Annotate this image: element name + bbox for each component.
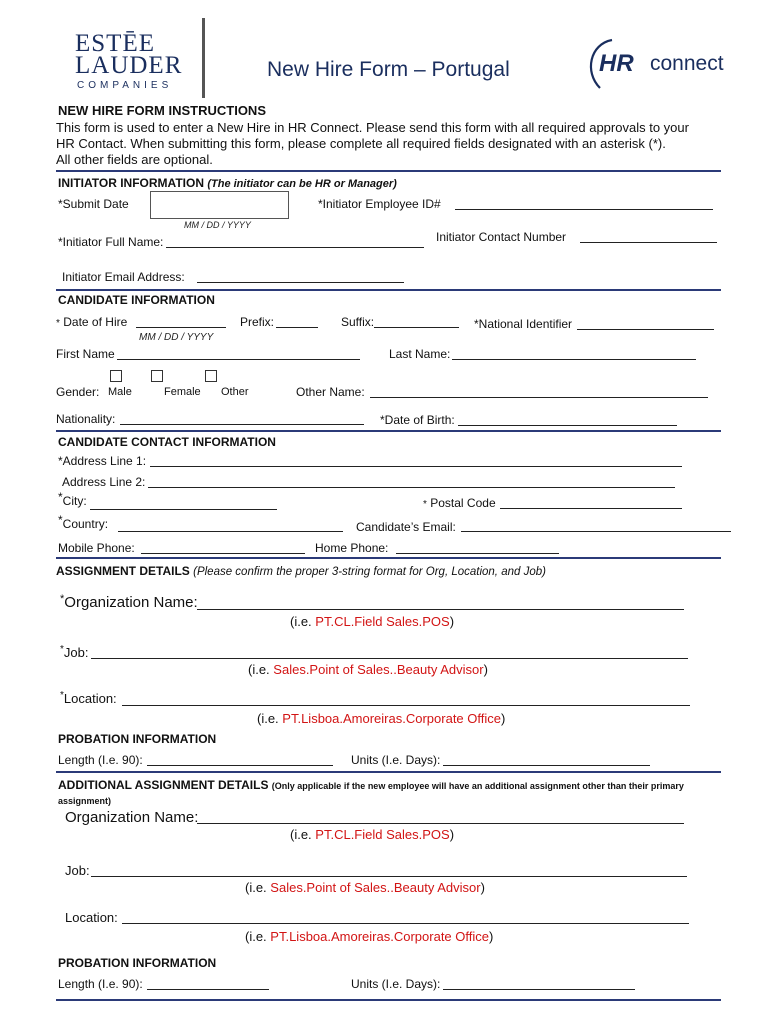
initiator-full-name-label: *Initiator Full Name: bbox=[58, 235, 164, 249]
instructions-heading: NEW HIRE FORM INSTRUCTIONS bbox=[58, 103, 266, 118]
national-id-label: *National Identifier bbox=[474, 317, 573, 331]
initiator-heading-note: (The initiator can be HR or Manager) bbox=[207, 178, 397, 190]
additional-location-example-value: PT.Lisboa.Amoreiras.Corporate Office bbox=[270, 929, 489, 944]
gender-male-label: Male bbox=[108, 386, 132, 398]
last-name-label: Last Name: bbox=[389, 347, 451, 361]
initiator-heading bbox=[58, 176, 397, 190]
date-of-hire-hint: MM / DD / YYYY bbox=[139, 332, 214, 343]
section-divider bbox=[56, 999, 721, 1001]
city-text: City: bbox=[62, 494, 87, 508]
candidate-email-field[interactable] bbox=[461, 531, 731, 532]
org-name-field[interactable] bbox=[197, 609, 684, 610]
gender-female-checkbox[interactable] bbox=[151, 370, 163, 382]
address1-field[interactable] bbox=[150, 466, 682, 467]
location-example bbox=[257, 711, 505, 726]
example-prefix: (i.e. bbox=[245, 929, 271, 944]
additional-heading-note-2: assignment) bbox=[58, 796, 112, 806]
postal-text: Postal Code bbox=[430, 496, 496, 510]
country-text: Country: bbox=[62, 517, 109, 531]
mobile-field[interactable] bbox=[141, 553, 305, 554]
probation-2-length-field[interactable] bbox=[147, 989, 269, 990]
required-star: * bbox=[58, 513, 63, 527]
date-of-hire-field[interactable] bbox=[136, 327, 226, 328]
required-star: * bbox=[60, 690, 64, 701]
required-star: * bbox=[423, 499, 427, 510]
country-label bbox=[58, 513, 109, 531]
job-field[interactable] bbox=[91, 658, 688, 659]
contact-number-field[interactable] bbox=[580, 242, 717, 243]
assignment-heading-note: (Please confirm the proper 3-string format for Org, Location, and Job) bbox=[193, 566, 546, 578]
home-phone-field[interactable] bbox=[396, 553, 559, 554]
additional-location-label: Location: bbox=[65, 910, 118, 925]
date-of-hire-text: Date of Hire bbox=[63, 315, 128, 329]
example-prefix: (i.e. bbox=[248, 662, 274, 677]
gender-male-checkbox[interactable] bbox=[110, 370, 122, 382]
nationality-field[interactable] bbox=[120, 424, 364, 425]
instructions-line-3: All other fields are optional. bbox=[56, 152, 213, 167]
additional-job-label: Job: bbox=[65, 863, 90, 878]
address2-label: Address Line 2: bbox=[62, 475, 146, 489]
logo-line-1: ESTĒE bbox=[75, 30, 155, 57]
address2-field[interactable] bbox=[148, 487, 675, 488]
example-suffix: ) bbox=[483, 662, 488, 677]
city-label bbox=[58, 490, 87, 508]
gender-label: Gender: bbox=[56, 385, 100, 399]
initiator-heading-text: INITIATOR INFORMATION bbox=[58, 176, 204, 190]
initiator-email-label: Initiator Email Address: bbox=[62, 270, 185, 284]
gender-other-label: Other bbox=[221, 386, 249, 398]
example-suffix: ) bbox=[449, 827, 455, 842]
probation-length-field[interactable] bbox=[147, 765, 333, 766]
logo-line-2: LAUDER bbox=[75, 52, 183, 79]
location-text: Location: bbox=[63, 691, 117, 706]
initiator-email-field[interactable] bbox=[197, 282, 404, 283]
section-divider bbox=[56, 170, 721, 172]
dob-field[interactable] bbox=[458, 425, 677, 426]
location-example-value: PT.Lisboa.Amoreiras.Corporate Office bbox=[282, 711, 501, 726]
additional-org-example bbox=[290, 827, 454, 842]
hr-logo-connect: connect bbox=[650, 52, 724, 75]
suffix-field[interactable] bbox=[374, 327, 459, 328]
home-phone-label: Home Phone: bbox=[315, 541, 389, 555]
section-divider bbox=[56, 289, 721, 291]
example-suffix: ) bbox=[501, 711, 506, 726]
job-example bbox=[248, 662, 488, 677]
section-divider bbox=[56, 430, 721, 432]
last-name-field[interactable] bbox=[452, 359, 696, 360]
required-star: * bbox=[58, 454, 63, 468]
required-star: * bbox=[58, 490, 63, 504]
submit-date-hint: MM / DD / YYYY bbox=[184, 220, 251, 230]
location-label bbox=[60, 691, 117, 706]
dob-label: *Date of Birth: bbox=[380, 413, 455, 427]
section-divider bbox=[56, 557, 721, 559]
date-of-hire-label bbox=[56, 315, 127, 329]
city-field[interactable] bbox=[90, 509, 277, 510]
additional-job-field[interactable] bbox=[91, 876, 687, 877]
national-id-field[interactable] bbox=[577, 329, 714, 330]
mobile-label: Mobile Phone: bbox=[58, 541, 135, 555]
additional-location-example bbox=[245, 929, 493, 944]
submit-date-label: *Submit Date bbox=[58, 197, 129, 211]
postal-field[interactable] bbox=[500, 508, 682, 509]
suffix-label: Suffix: bbox=[341, 315, 375, 329]
probation-units-label: Units (I.e. Days): bbox=[351, 753, 441, 767]
required-star: * bbox=[60, 593, 65, 605]
first-name-field[interactable] bbox=[117, 359, 360, 360]
prefix-label: Prefix: bbox=[240, 315, 275, 329]
example-prefix: (i.e. bbox=[290, 827, 316, 842]
assignment-heading bbox=[56, 564, 546, 578]
additional-location-field[interactable] bbox=[122, 923, 689, 924]
gender-other-checkbox[interactable] bbox=[205, 370, 217, 382]
probation-2-length-label: Length (I.e. 90): bbox=[58, 977, 143, 991]
candidate-email-label: Candidate’s Email: bbox=[356, 520, 456, 534]
postal-label bbox=[423, 496, 496, 510]
job-text: Job: bbox=[63, 645, 89, 660]
hr-logo-hr: HR bbox=[599, 50, 634, 77]
prefix-field[interactable] bbox=[276, 327, 318, 328]
other-name-label: Other Name: bbox=[296, 385, 365, 399]
org-name-text: Organization Name: bbox=[64, 594, 198, 611]
employee-id-label: *Initiator Employee ID# bbox=[318, 197, 441, 211]
instructions-line-2: HR Contact. When submitting this form, please complete all required fields designated with an asterisk (*). bbox=[56, 136, 666, 151]
header-divider bbox=[202, 18, 205, 98]
required-star: * bbox=[60, 644, 64, 655]
additional-heading-note: (Only applicable if the new employee will have an additional assignment other than their primary bbox=[271, 781, 684, 791]
submit-date-input[interactable] bbox=[150, 191, 289, 219]
example-suffix: ) bbox=[489, 929, 494, 944]
other-name-field[interactable] bbox=[370, 397, 708, 398]
job-example-value: Sales.Point of Sales..Beauty Advisor bbox=[273, 662, 484, 677]
additional-org-example-value: PT.CL.Field Sales.POS bbox=[315, 827, 450, 842]
page-title: New Hire Form – Portugal bbox=[267, 58, 510, 81]
nationality-label: Nationality: bbox=[56, 412, 116, 426]
probation-2-heading: PROBATION INFORMATION bbox=[58, 956, 217, 970]
probation-2-units-label: Units (I.e. Days): bbox=[351, 977, 441, 991]
required-star: * bbox=[56, 318, 60, 329]
logo-line-3: COMPANIES bbox=[77, 80, 173, 91]
address1-label bbox=[58, 454, 146, 468]
address1-text: Address Line 1: bbox=[62, 454, 147, 468]
example-prefix: (i.e. bbox=[245, 880, 271, 895]
additional-org-label: Organization Name: bbox=[65, 809, 199, 826]
employee-id-field[interactable] bbox=[455, 209, 713, 210]
example-suffix: ) bbox=[480, 880, 485, 895]
example-prefix: (i.e. bbox=[290, 614, 316, 629]
org-example-value: PT.CL.Field Sales.POS bbox=[315, 614, 450, 629]
location-field[interactable] bbox=[122, 705, 690, 706]
additional-job-example bbox=[245, 880, 485, 895]
job-label bbox=[60, 645, 88, 660]
probation-length-label: Length (I.e. 90): bbox=[58, 753, 143, 767]
initiator-full-name-field[interactable] bbox=[166, 247, 424, 248]
org-name-label bbox=[60, 594, 198, 611]
org-example bbox=[290, 614, 454, 629]
candidate-heading: CANDIDATE INFORMATION bbox=[58, 293, 215, 307]
contact-number-label: Initiator Contact Number bbox=[436, 230, 567, 244]
additional-heading bbox=[58, 778, 684, 792]
first-name-label: First Name bbox=[56, 347, 115, 361]
example-suffix: ) bbox=[449, 614, 455, 629]
example-prefix: (i.e. bbox=[257, 711, 283, 726]
section-divider bbox=[56, 771, 721, 773]
assignment-heading-text: ASSIGNMENT DETAILS bbox=[56, 564, 190, 578]
country-field[interactable] bbox=[118, 531, 343, 532]
additional-job-example-value: Sales.Point of Sales..Beauty Advisor bbox=[270, 880, 481, 895]
additional-heading-text: ADDITIONAL ASSIGNMENT DETAILS bbox=[58, 778, 269, 792]
probation-2-units-field[interactable] bbox=[443, 989, 635, 990]
gender-female-label: Female bbox=[164, 386, 201, 398]
additional-org-field[interactable] bbox=[197, 823, 684, 824]
contact-heading: CANDIDATE CONTACT INFORMATION bbox=[58, 435, 276, 449]
probation-heading: PROBATION INFORMATION bbox=[58, 732, 217, 746]
instructions-line-1: This form is used to enter a New Hire in HR Connect. Please send this form with all required approvals to your bbox=[56, 120, 689, 135]
probation-units-field[interactable] bbox=[443, 765, 650, 766]
